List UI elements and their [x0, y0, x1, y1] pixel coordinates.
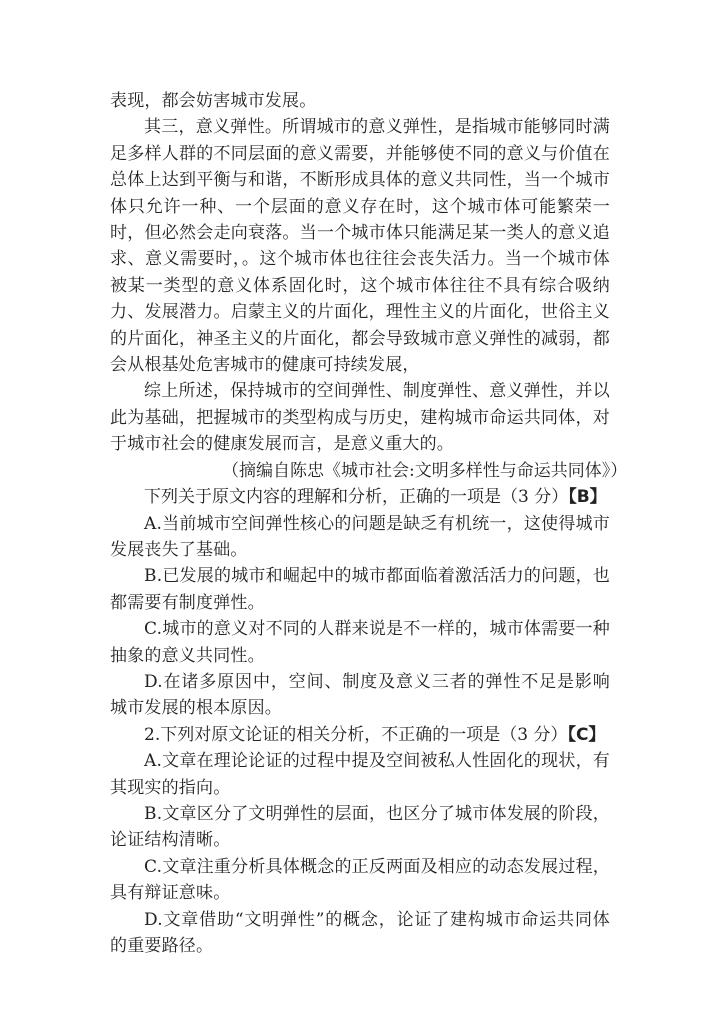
question-1-stem: [110, 484, 610, 510]
question-1-option-b: B.已发展的城市和崛起中的城市都面临着激活活力的问题，也都需要有制度弹性。: [110, 566, 610, 613]
question-1: [110, 484, 610, 722]
source-citation: （摘编自陈忠《城市社会:文明多样性与命运共同体》）: [222, 460, 628, 481]
question-2-option-a: A.文章在理论论证的过程中提及空间被私人性固化的现状，有其现实的指向。: [110, 751, 610, 798]
paragraph-conclusion: 综上所述，保持城市的空间弹性、制度弹性、意义弹性，并以此为基础，把握城市的类型构成与历史，建构城市命运共同体，对于城市社会的健康发展而言，是意义重大的。: [110, 381, 610, 455]
paragraph-meaning-elasticity: 其三，意义弹性。所谓城市的意义弹性，是指城市能够同时满足多样人群的不同层面的意义需要，并能够使不同的意义与价值在总体上达到平衡与和谐，不断形成具体的意义共同性，当一个城市体只允许一种、一个层面的意义存在时，这个城市体可能繁荣一时，但必然会走向衰落。当一个城市体只能满足某一类人的意义追求、意义需要时，。这个城市体也往往会丧失活力。当一个城市体被某一类型的意义体系固化时，这个城市体往往不具有综合吸纳力、发展潜力。启蒙主义的片面化，理性主义的片面化，世俗主义的片面化，神圣主义的片面化，都会导致城市意义弹性的减弱，都会从根基处危害城市的健康可持续发展，: [110, 117, 610, 376]
document-page: [110, 88, 628, 959]
question-2-answer: 【C】: [567, 724, 606, 745]
question-1-answer: 【B】: [568, 487, 607, 508]
question-2-option-c: C.文章注重分析具体概念的正反两面及相应的动态发展过程，具有辩证意味。: [110, 856, 610, 904]
question-1-option-c: C.城市的意义对不同的人群来说是不一样的，城市体需要一种抽象的意义共同性。: [110, 619, 610, 666]
question-2: [110, 722, 610, 960]
question-2-option-b: B.文章区分了文明弹性的层面，也区分了城市体发展的阶段，论证结构清晰。: [110, 803, 610, 851]
question-2-stem-text: 2.下列对原文论证的相关分析，不正确的一项是（3 分）: [144, 724, 568, 745]
question-1-stem-text: 下列关于原文内容的理解和分析，正确的一项是（3 分）: [144, 487, 569, 508]
paragraph-continuation: 表现，都会妨害城市发展。: [110, 91, 317, 111]
question-1-option-d: D.在诸多原因中，空间、制度及意义三者的弹性不足是影响城市发展的根本原因。: [110, 671, 610, 719]
question-2-option-d: D.文章借助“文明弹性”的概念，论证了建构城市命运共同体的重要路径。: [110, 909, 610, 956]
question-1-option-a: A.当前城市空间弹性核心的问题是缺乏有机统一，这使得城市发展丧失了基础。: [110, 513, 610, 560]
question-2-stem: [110, 722, 610, 748]
